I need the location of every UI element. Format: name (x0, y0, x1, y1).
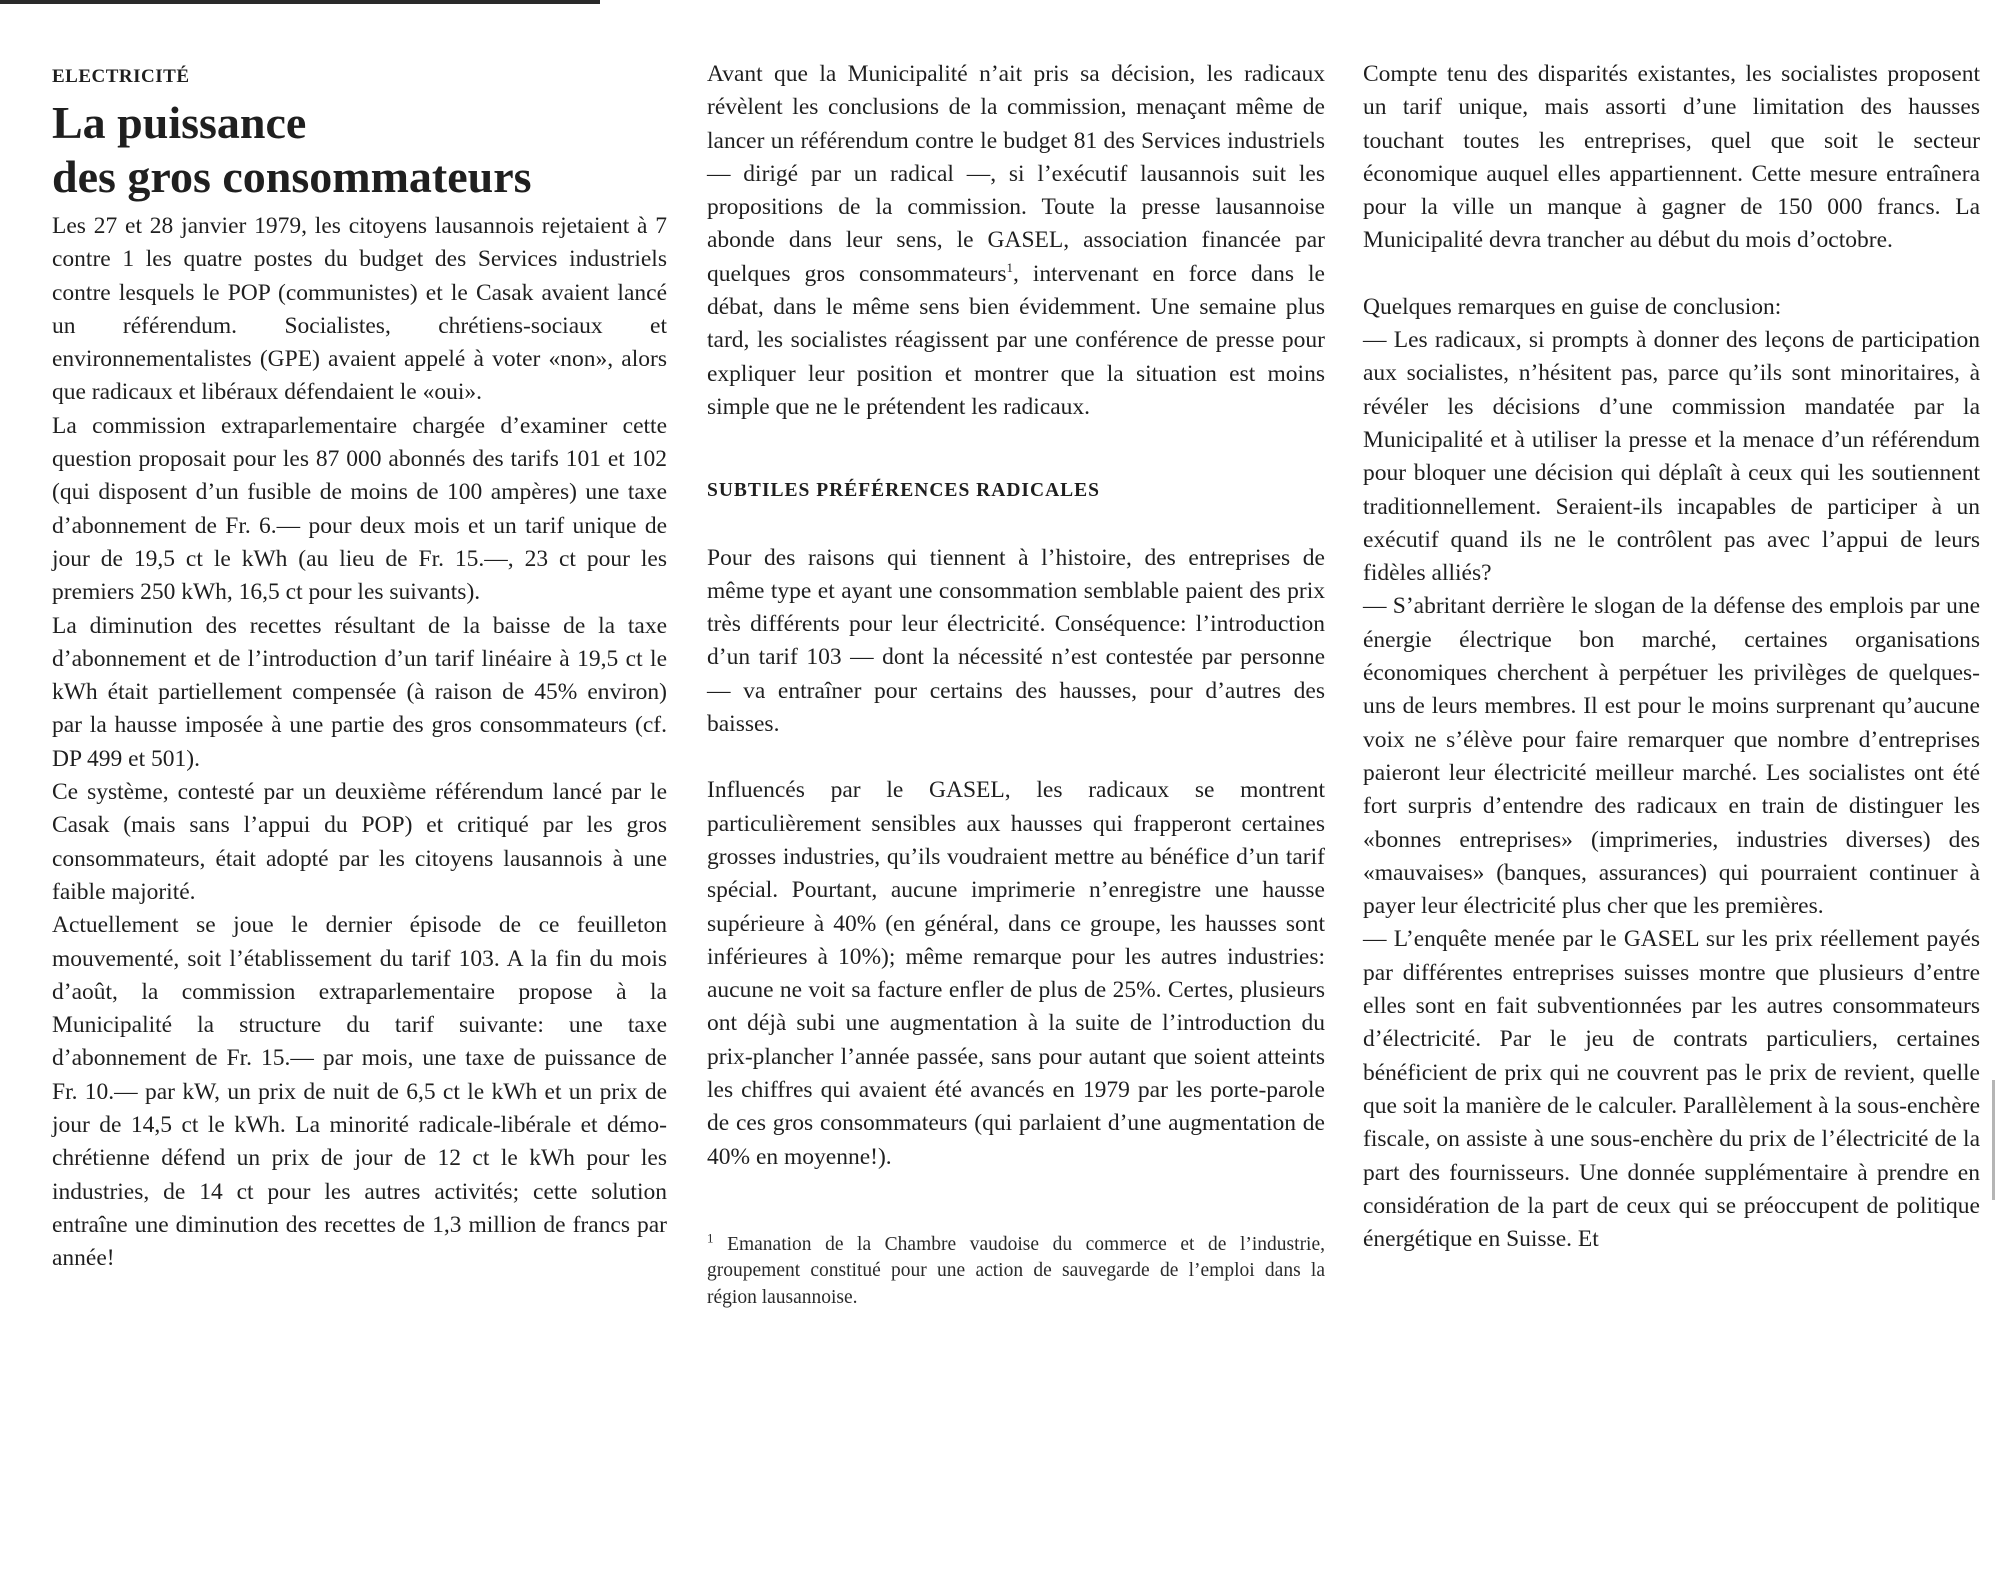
paragraph: Actuellement se joue le dernier épisode de ce feuilleton mouvementé, soit l’établissement du tarif 103. A la fin du mois d’août, la commission extraparlementaire propose à la Municipalité la structure du tarif suivante: une taxe d’abonnement de Fr. 15.— par mois, une taxe de puissance de Fr. 10.— par kW, un prix de nuit de 6,5 ct le kWh et un prix de jour de 14,5 ct le kWh. La minorité radicale-libérale et démo-chrétienne défend un prix de jour de 12 ct le kWh pour les industries, de 14 ct pour les autres activités; cette solution entraîne une diminution des recettes de 1,3 million de francs par année! (52, 912, 667, 1272)
paragraph: — Les radicaux, si prompts à donner des leçons de participation aux socialistes, n’hésitent pas, parce qu’ils sont minoritaires, à révéler les décisions d’une commission mandatée par la Municipalité et à utiliser la presse et la menace d’un référendum pour bloquer une décision qui déplaît à ceux qui les soutiennent traditionnellement. Seraient-ils incapables de participer à un exécutif quand ils ne le contrôlent pas avec l’appui de leurs fidèles alliés? (1363, 327, 1980, 587)
paragraph: La diminution des recettes résultant de la baisse de la taxe d’abonnement et de l’introduction d’un tarif linéaire à 19,5 ct le kWh était partiellement compensée (à raison de 45% environ) par la hausse imposée à une partie des gros consommateurs (cf. DP 499 et 501). (52, 612, 667, 772)
article-title-line-1: La puissance (52, 97, 307, 148)
column-2 (707, 58, 1325, 1311)
column-1 (52, 58, 667, 1276)
paragraph: Quelques remarques en guise de conclusion: (1363, 293, 1782, 320)
footnote-number: 1 (707, 1230, 714, 1246)
paragraph: — L’enquête menée par le GASEL sur les prix réellement payés par différentes entreprises suisses montre que plusieurs d’entre elles sont en fait subventionnées par les autres consommateurs d’électricité. Par le jeu de contrats particuliers, certaines bénéficient de prix qui ne couvrent pas le prix de revient, quelle que soit la manière de le calculer. Parallèlement à la sous-enchère fiscale, on assiste à une sous-enchère du prix de l’électricité de la part des fournisseurs. Une donnée supplémentaire à prendre en considération de la part de ceux qui se préoccupent de politique énergétique en Suisse. Et (1363, 926, 1980, 1253)
column-3 (1363, 58, 1980, 1256)
paragraph (707, 58, 1325, 424)
paragraph: Ce système, contesté par un deuxième référendum lancé par le Casak (mais sans l’appui du POP) et critiqué par les gros consommateurs, était adopté par les citoyens lausannois à une faible majorité. (52, 779, 667, 905)
paragraph: Compte tenu des disparités existantes, les socialistes proposent un tarif unique, mais assorti d’une limitation des hausses touchant toutes les entreprises, quel que soit le secteur économique auquel elles appartiennent. Cette mesure entraînera pour la ville un manque à gagner de 150 000 francs. La Municipalité devra trancher au début du mois d’octobre. (1363, 61, 1980, 254)
paragraph: Les 27 et 28 janvier 1979, les citoyens lausannois rejetaient à 7 contre 1 les quatre postes du budget des Services industriels contre lesquels le POP (communistes) et le Casak avaient lancé un référendum. Socialistes, chrétiens-sociaux et environnementalistes (GPE) avaient appelé à voter «non», alors que radicaux et libéraux défendaient le «oui». (52, 213, 667, 406)
paragraph: — S’abritant derrière le slogan de la défense des emplois par une énergie électrique bon marché, certaines organisations économiques cherchent à perpétuer les privilèges de quelques-uns de leurs membres. Il est pour le moins surprenant qu’aucune voix ne s’élève pour faire remarquer que nombre d’entreprises paieront leur électricité meilleur marché. Les socialistes ont été fort surpris d’entendre des radicaux en train de distinguer les «bonnes entreprises» (imprimeries, industries diverses) des «mauvaises» (banques, assurances) qui pourraient continuer à payer leur électricité plus cher que les premières. (1363, 593, 1980, 920)
footnote-text: Emanation de la Chambre vaudoise du commerce et de l’industrie, groupement constitué pour une action de sauvegarde de l’emploi dans la région lausannoise. (707, 1233, 1326, 1308)
top-rule (0, 0, 600, 4)
section-rubric: ELECTRICITÉ (52, 66, 190, 87)
footnote (707, 1232, 1325, 1312)
article-title (52, 96, 667, 204)
section-subheading: SUBTILES PRÉFÉRENCES RADICALES (707, 480, 1101, 502)
paragraph-text: Avant que la Municipalité n’ait pris sa décision, les radicaux révèlent les conclusions de la commission, menaçant même de lancer un référendum contre le budget 81 des Services industriels — dirigé par un radical —, si l’exécutif lausannois suit les propositions de la commission. Toute la presse lausannoise abonde dans leur sens, le GASEL, association financée par quelques gros consommateurs (707, 61, 1325, 287)
paragraph: La commission extraparlementaire chargée d’examiner cette question proposait pour les 87 000 abonnés des tarifs 101 et 102 (qui disposent d’un fusible de moins de 100 ampères) une taxe d’abonnement de Fr. 6.— pour deux mois et un tarif unique de jour de 19,5 ct le kWh (au lieu de Fr. 15.—, 23 ct pour les premiers 250 kWh, 16,5 ct pour les suivants). (52, 412, 667, 606)
article-title-line-2: des gros consommateurs (52, 151, 532, 202)
footnote-reference: 1 (1006, 259, 1013, 275)
paragraph: Pour des raisons qui tiennent à l’histoire, des entreprises de même type et ayant une consommation semblable paient des prix très différents pour leur électricité. Conséquence: l’introduction d’un tarif 103 — dont la nécessité n’est contestée par personne — va entraîner pour certains des hausses, pour d’autres des baisses. (707, 544, 1325, 738)
page-edge-mark (1992, 1080, 1995, 1200)
paragraph: Influencés par le GASEL, les radicaux se montrent particulièrement sensibles aux hausses qui frapperont certaines grosses industries, qu’ils voudraient mettre au bénéfice d’un tarif spécial. Pourtant, aucune imprimerie n’enregistre une hausse supérieure à 40% (en général, dans ce groupe, les hausses sont inférieures à 10%); même remarque pour les autres industries: aucune ne voit sa facture enfler de plus de 25%. Certes, plusieurs ont déjà subi une augmentation à la suite de l’introduction du prix-plancher l’année passée, sans pour autant que soient atteints les chiffres qui avaient été avancés en 1979 par les porte-parole de ces gros consommateurs (qui parlaient d’une augmentation de 40% en moyenne!). (707, 777, 1325, 1170)
paragraph-text: , intervenant en force dans le débat, dans le même sens bien évidemment. Une semaine plus tard, les socialistes réagissent par une conférence de presse pour expliquer leur position et montrer que la situation est moins simple que ne le prétendent les radicaux. (707, 260, 1325, 420)
